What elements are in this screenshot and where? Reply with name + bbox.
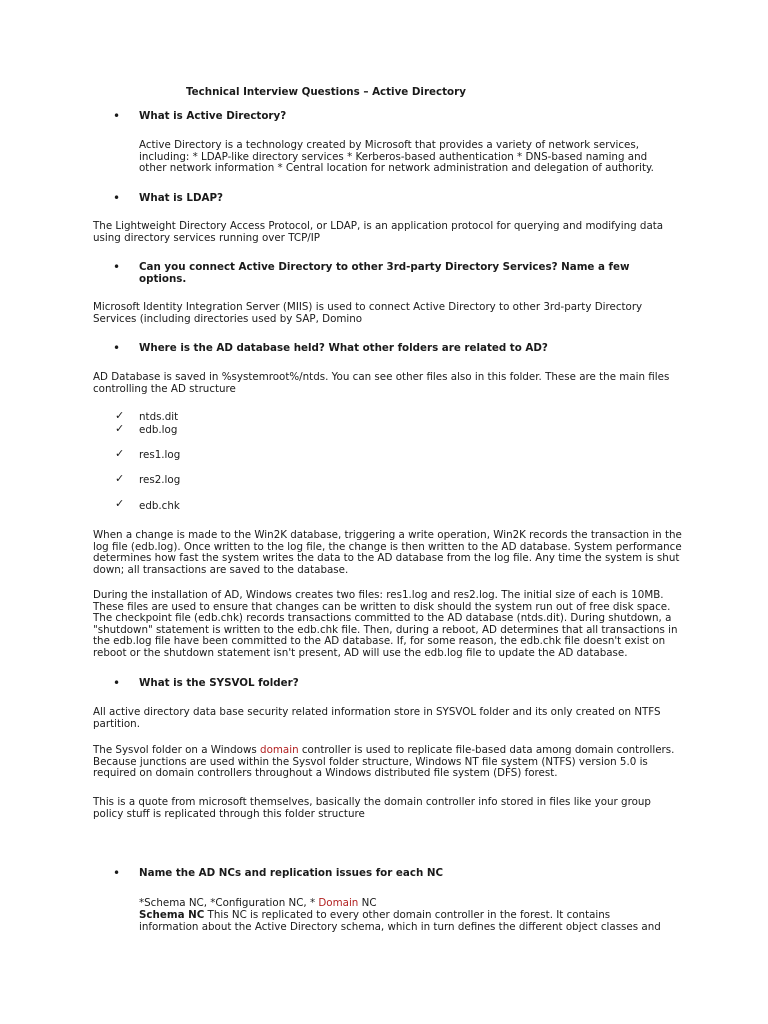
check-icon: ✓	[115, 472, 125, 485]
bullet-icon: •	[113, 191, 121, 205]
schema-nc-label: Schema NC	[139, 909, 205, 921]
check-icon: ✓	[115, 422, 125, 435]
paragraph-text: This NC is replicated to every other domain controller in the forest. It contains information about the Active Directory schema, which in turn defines the different object classes and	[139, 909, 661, 933]
document-title: Technical Interview Questions – Active Directory	[186, 86, 466, 98]
bullet-icon: •	[113, 260, 121, 274]
body-paragraph: During the installation of AD, Windows creates two files: res1.log and res2.log. The initial size of each is 10MB. These files are used to ensure that changes can be written to disk should the system run out of free disk space. The checkpoint file (edb.chk) records transactions committed to the AD database (ntds.dit). During shutdown, a "shutdown" statement is written to the edb.chk file. Then, during a reboot, AD determines that all transactions in the edb.log file have been committed to the AD database. If, for some reason, the edb.chk file doesn't exist on reboot or the shutdown statement isn't present, AD will use the edb.log file to update the AD database.	[93, 589, 678, 659]
question-heading: Name the AD NCs and replication issues for each NC	[139, 867, 444, 879]
question-heading: Where is the AD database held? What other folders are related to AD?	[139, 342, 548, 354]
nc-list	[139, 898, 669, 910]
paragraph-text: controller is used to replicate file-based data among domain controllers. Because junctions are used within the Sysvol folder structure, Windows NT file system (NTFS) version 5.0 is required on domain controllers throughout a Windows distributed file system (DFS) forest.	[93, 744, 675, 780]
answer-paragraph: The Lightweight Directory Access Protocol, or LDAP, is an application protocol for querying and modifying data using directory services running over TCP/IP	[93, 220, 664, 244]
check-icon: ✓	[115, 447, 125, 460]
file-item: res2.log	[139, 474, 181, 486]
bullet-icon: •	[113, 676, 121, 690]
bullet-icon: •	[113, 341, 121, 355]
body-paragraph: When a change is made to the Win2K database, triggering a write operation, Win2K records the transaction in the log file (edb.log). Once written to the log file, the change is then written to the AD database. System performance determines how fast the system writes the data to the AD database from the log file. Any time the system is shut down; all transactions are saved to the database.	[93, 529, 682, 576]
file-item: res1.log	[139, 449, 181, 461]
schema-nc-paragraph	[139, 910, 669, 933]
answer-paragraph: All active directory data base security related information store in SYSVOL folder and its only created on NTFS partition.	[93, 706, 661, 730]
domain-link[interactable]: Domain	[318, 897, 359, 909]
bullet-icon: •	[113, 109, 121, 123]
question-heading: What is LDAP?	[139, 192, 223, 204]
paragraph-text: *Schema NC, *Configuration NC, *	[139, 897, 319, 909]
bullet-icon: •	[113, 866, 121, 880]
file-item: edb.chk	[139, 500, 180, 512]
paragraph-text: NC	[358, 897, 377, 909]
check-icon: ✓	[115, 409, 125, 422]
answer-paragraph: Microsoft Identity Integration Server (MIIS) is used to connect Active Directory to other 3rd-party Directory Services (including directories used by SAP, Domino	[93, 301, 643, 325]
body-paragraph	[93, 745, 683, 780]
file-item: ntds.dit	[139, 411, 179, 423]
domain-link[interactable]: domain	[260, 744, 299, 756]
question-heading: What is Active Directory?	[139, 110, 287, 122]
paragraph-text: The Sysvol folder on a Windows	[93, 744, 261, 756]
body-paragraph: This is a quote from microsoft themselves, basically the domain controller info stored in files like your group policy stuff is replicated through this folder structure	[93, 796, 651, 820]
answer-paragraph: Active Directory is a technology created by Microsoft that provides a variety of network services, including: * LDAP-like directory services * Kerberos-based authentication * DNS-based naming and other network information * Central location for network administration and delegation of authority.	[139, 139, 654, 175]
question-heading: What is the SYSVOL folder?	[139, 677, 299, 689]
check-icon: ✓	[115, 497, 125, 510]
answer-paragraph: AD Database is saved in %systemroot%/ntds. You can see other files also in this folder. These are the main files controlling the AD structure	[93, 371, 670, 395]
question-heading: Can you connect Active Directory to other 3rd-party Directory Services? Name a few options.	[139, 261, 630, 285]
file-item: edb.log	[139, 424, 178, 436]
